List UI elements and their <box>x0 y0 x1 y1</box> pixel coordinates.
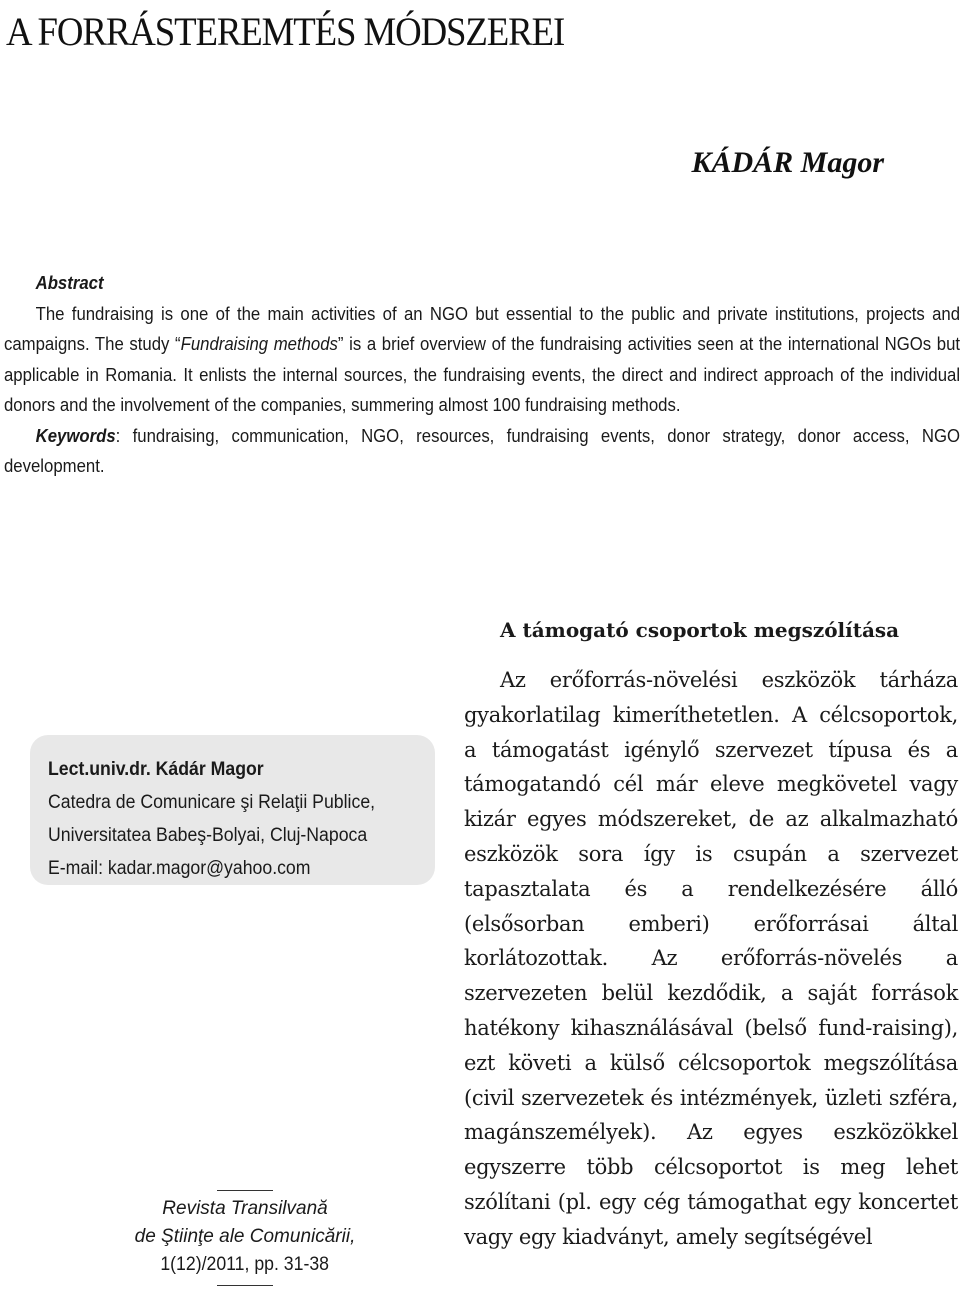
author-email: E-mail: kadar.magor@yahoo.com <box>48 858 311 879</box>
abstract <box>4 268 960 482</box>
author-department: Catedra de Comunicare şi Relaţii Publice, <box>48 792 376 813</box>
journal-reference <box>110 1190 380 1286</box>
abstract-heading: Abstract <box>35 273 104 293</box>
abstract-study-title: Fundraising methods <box>180 334 338 354</box>
body-column <box>464 663 958 1255</box>
journal-issue <box>110 1251 380 1279</box>
journal-issue-text: 1(12)/2011, pp. 31-38 <box>160 1254 330 1275</box>
abstract-text-part-2: ” is a brief overview of the fundraising activities seen at the international NGOs but applicable in Romania. It enlists the internal sources, the fundraising events, the direct and indirect approach of the individual donors and the involvement of the companies, summering almost 100 fundraising methods. <box>4 334 960 415</box>
article-author: KÁDÁR Magor <box>691 146 884 179</box>
abstract-text-part-1: The fundraising is one of the main activities of an NGO but essential to the public and private institutions, projects and campaigns. The study “ <box>4 303 960 354</box>
abstract-keywords <box>4 421 960 482</box>
journal-rule-bottom <box>217 1285 273 1286</box>
article-title: A FORRÁSTEREMTÉS MÓDSZEREI <box>6 9 565 54</box>
author-affiliation-name: Lect.univ.dr. Kádár Magor <box>48 759 264 780</box>
journal-rule-top <box>217 1190 273 1191</box>
section-title: A támogató csoportok megszólítása <box>500 618 900 642</box>
abstract-text <box>4 299 960 421</box>
body-paragraph: Az erőforrás-növelési eszközök tárháza gyakorlatilag kimeríthetetlen. A célcsoportok, a támogatást igénylő szervezet típusa és a támogatandó cél már eleve megkövetel vagy kizár egyes módszereket, de az alkalmazható eszközök sora így is csupán a szervezet tapasztalata és a rendelkezésére álló (elsősorban emberi) erőforrásai által korlátozottak. Az erőforrás-növelés a szervezeten belül kezdődik, a saját források hatékony kihasználásával (belső fund-raising), ezt követi a külső célcsoportok megszólítása (civil szervezetek és intézmények, üzleti szféra, magánszemélyek). Az egyes eszközökkel egyszerre több célcsoportot is meg lehet szólítani (pl. egy cég támogathat egy koncertet vagy egy kiadványt, amely segítségével <box>464 668 958 1249</box>
keywords-text: : fundraising, communication, NGO, resources, fundraising events, donor strategy, donor access, NGO development. <box>4 425 960 476</box>
journal-name-line2: de Ştiinţe ale Comunicării, <box>134 1226 356 1247</box>
author-university: Universitatea Babeş-Bolyai, Cluj-Napoca <box>48 825 368 846</box>
author-info-box <box>30 735 435 885</box>
keywords-label: Keywords <box>35 425 116 446</box>
journal-name-line1: Revista Transilvană <box>162 1198 328 1219</box>
